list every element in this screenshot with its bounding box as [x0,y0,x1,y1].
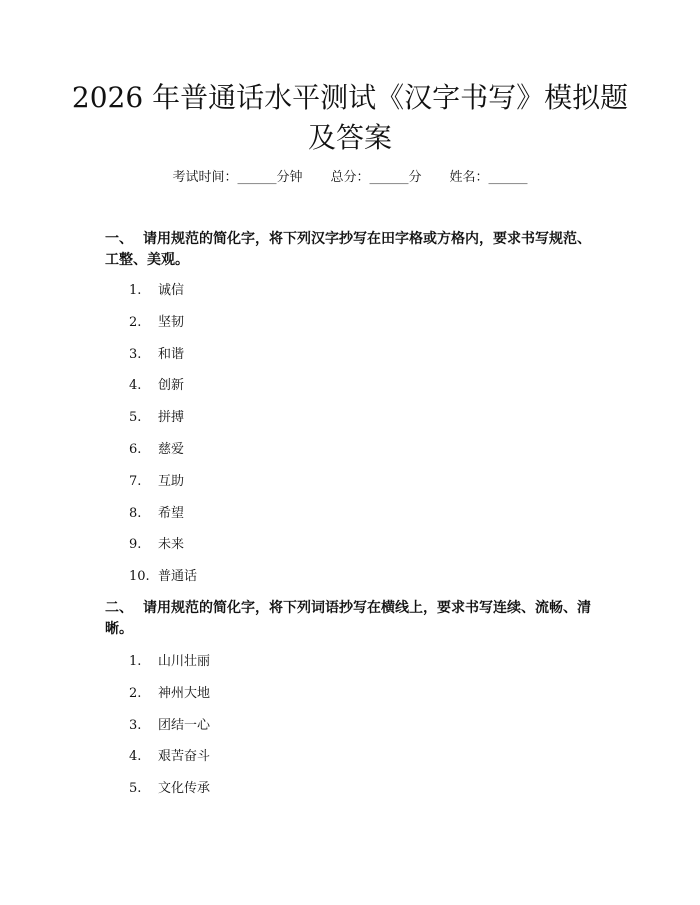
page-title: 2026 年普通话水平测试《汉字书写》模拟题及答案 [71,81,629,154]
item-text: 坚韧 [158,314,185,330]
item-index: 2. [129,685,142,701]
list-item [129,345,197,377]
list-item [129,313,197,345]
list-item [129,535,197,567]
item-index: 3. [129,346,142,362]
total-score-blank: ______ [369,170,409,185]
list-item [129,472,197,504]
item-index: 2. [129,314,142,330]
name-label: 姓名： [449,170,489,185]
section-2-number: 二、 [105,600,133,616]
list-item [129,779,210,811]
exam-time-unit: 分钟 [276,170,303,185]
list-item [129,440,197,472]
section-2-instruction: 请用规范的简化字，将下列词语抄写在横线上，要求书写连续、流畅、清晰。 [105,600,591,637]
item-index: 4. [129,378,142,394]
item-text: 慈爱 [158,441,185,457]
item-text: 希望 [158,505,185,521]
item-index: 9. [129,537,142,553]
exam-info-line [0,169,700,187]
list-item [129,504,197,536]
name-blank: ______ [488,170,528,185]
list-item [129,652,210,684]
item-index: 10. [129,569,150,585]
list-item [129,567,197,599]
section-1-number: 一、 [105,231,133,247]
list-item [129,747,210,779]
exam-time-label: 考试时间： [172,170,238,185]
section-1-heading [105,229,595,271]
item-index: 4. [129,749,142,765]
item-text: 和谐 [158,346,185,362]
item-text: 诚信 [158,283,185,298]
section-2-heading [105,598,595,640]
item-text: 创新 [158,378,185,394]
item-text: 神州大地 [158,685,211,701]
item-text: 团结一心 [158,717,211,733]
list-item [129,408,197,440]
item-index: 8. [129,505,142,521]
item-text: 拼搏 [158,410,185,426]
list-item [129,716,210,748]
total-score-label: 总分： [330,170,370,185]
item-text: 山川壮丽 [158,654,211,669]
item-index: 7. [129,473,142,489]
item-index: 1. [129,654,142,669]
exam-time-blank: ______ [237,170,277,185]
item-index: 3. [129,717,142,733]
item-index: 1. [129,283,142,298]
list-item [129,376,197,408]
list-item [129,281,197,313]
section-2-item-list [129,652,210,811]
item-text: 未来 [158,537,185,553]
item-index: 5. [129,410,142,426]
item-text: 艰苦奋斗 [158,749,211,765]
total-score-unit: 分 [408,170,422,185]
item-index: 6. [129,441,142,457]
list-item [129,684,210,716]
item-text: 互助 [158,473,185,489]
section-1-item-list [129,281,197,599]
item-text: 普通话 [158,569,198,585]
item-text: 文化传承 [158,781,211,797]
item-index: 5. [129,781,142,797]
section-1-instruction: 请用规范的简化字，将下列汉字抄写在田字格或方格内，要求书写规范、工整、美观。 [105,231,591,268]
